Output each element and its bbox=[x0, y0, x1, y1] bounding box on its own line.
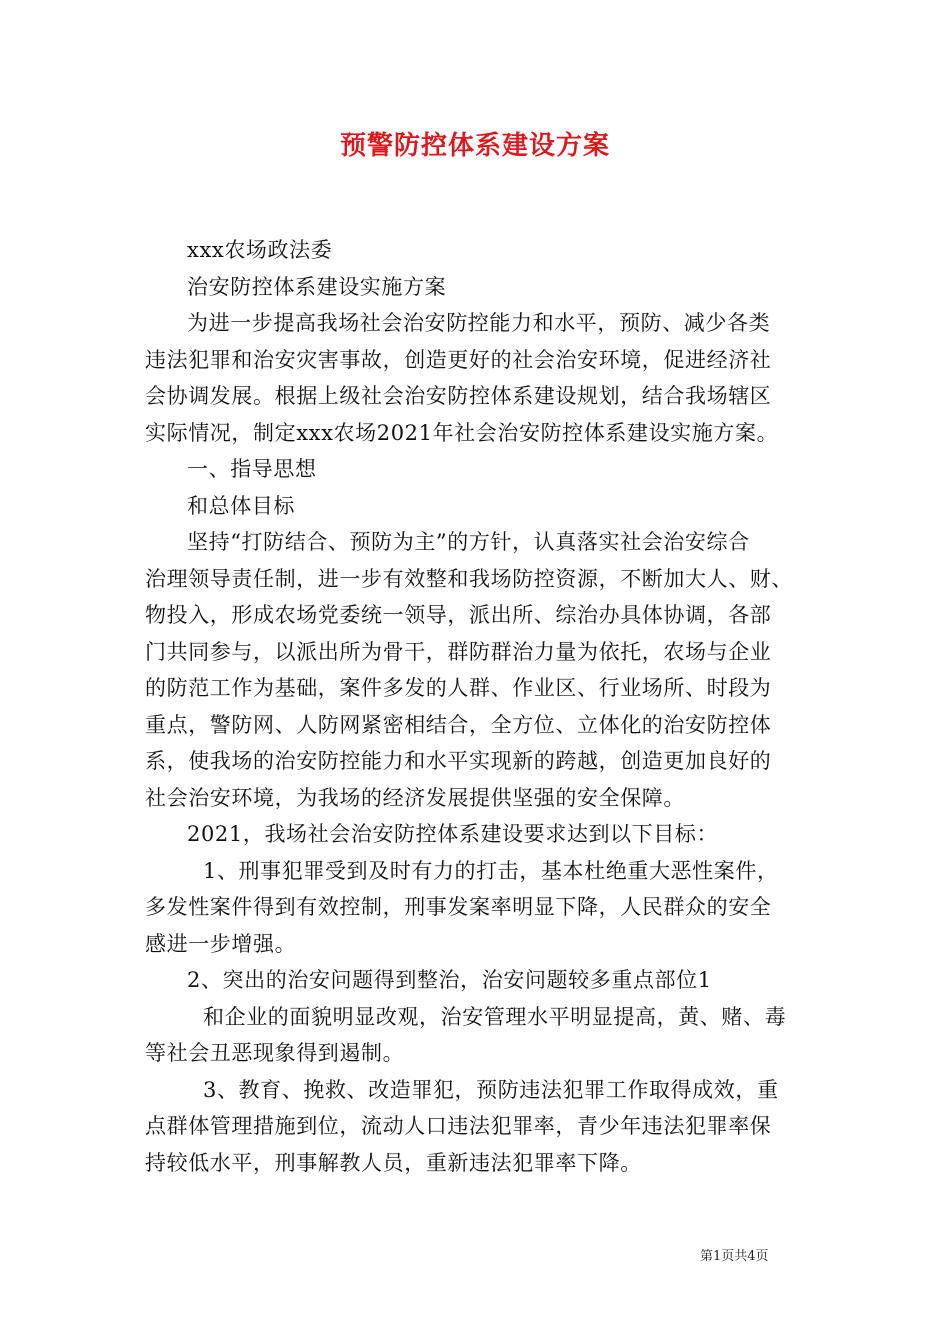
text-line: 1、刑事犯罪受到及时有力的打击，基本杜绝重大恶性案件， bbox=[203, 858, 779, 883]
text-line: 多发性案件得到有效控制，刑事发案率明显下降，人民群众的安全 bbox=[145, 895, 772, 919]
text-line: 和总体目标 bbox=[187, 493, 295, 518]
text-line: 门共同参与，以派出所为骨干，群防群治力量为依托，农场与企业 bbox=[145, 639, 772, 664]
text-line: 点群体管理措施到位，流动人口违法犯罪率，青少年违法犯罪率保 bbox=[145, 1114, 772, 1138]
text-line: 2、突出的治安问题得到整治，治安问题较多重点部位1 bbox=[187, 968, 712, 992]
text-line: 持较低水平，刑事解教人员，重新违法犯罪率下降。 bbox=[145, 1150, 642, 1175]
text-line: 一、指导思想 bbox=[187, 457, 317, 481]
text-line: 物投入，形成农场党委统一领导，派出所、综治办具体协调，各部 bbox=[145, 603, 772, 627]
text-line: 3、教育、挽救、改造罪犯，预防违法犯罪工作取得成效，重 bbox=[203, 1077, 779, 1102]
text-line: 重点，警防网、人防网紧密相结合，全方位、立体化的治安防控体 bbox=[145, 712, 772, 737]
page-footer: 第1页共4页 bbox=[700, 1249, 769, 1264]
text-line: 感进一步增强。 bbox=[145, 931, 297, 956]
text-line: 为进一步提高我场社会治安防控能力和水平，预防、减少各类 bbox=[187, 311, 771, 335]
document-title: 预警防控体系建设方案 bbox=[339, 131, 610, 161]
text-line: 违法犯罪和治安灾害事故，创造更好的社会治安环境，促进经济社 bbox=[145, 347, 772, 372]
text-line: 系，使我场的治安防控能力和水平实现新的跨越，创造更加良好的 bbox=[145, 749, 772, 773]
text-line: 治安防控体系建设实施方案 bbox=[187, 274, 447, 299]
document-body bbox=[145, 232, 810, 1181]
text-line: 实际情况，制定xxx农场2021年社会治安防控体系建设实施方案。 bbox=[145, 420, 779, 445]
text-line: 2021，我场社会治安防控体系建设要求达到以下目标： bbox=[187, 822, 719, 846]
text-line: 的防范工作为基础，案件多发的人群、作业区、行业场所、时段为 bbox=[145, 676, 772, 700]
text-line: 等社会丑恶现象得到遏制。 bbox=[145, 1041, 405, 1065]
text-line: xxx农场政法委 bbox=[187, 238, 333, 262]
text-line: 会协调发展。根据上级社会治安防控体系建设规划，结合我场辖区 bbox=[145, 384, 772, 408]
text-line: 治理领导责任制，进一步有效整和我场防控资源，不断加大人、财、 bbox=[145, 566, 793, 591]
text-line: 社会治安环境，为我场的经济发展提供坚强的安全保障。 bbox=[145, 785, 685, 810]
text-line: 和企业的面貌明显改观，治安管理水平明显提高，黄、赌、毒 bbox=[203, 1004, 787, 1029]
text-line: 坚持“打防结合、预防为主”的方针，认真落实社会治安综合 bbox=[187, 530, 750, 554]
